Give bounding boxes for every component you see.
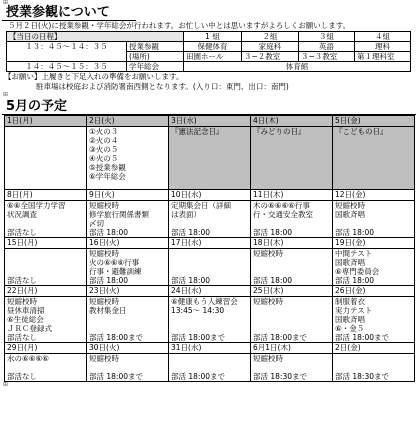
month-title: 5月の予定 [2, 100, 416, 115]
schedule-cell: 理科 [355, 42, 411, 52]
calendar-cell [169, 354, 251, 382]
calendar-line: 部活 18:00 [335, 276, 374, 285]
calendar-week4-cells [5, 297, 415, 343]
schedule-cell: ３−２教室 [242, 52, 299, 62]
calendar-date: 15日(月) [5, 238, 87, 249]
calendar-line: 部活 18:00まで [89, 333, 143, 342]
calendar-line: 『憲法記念日』 [171, 127, 224, 136]
calendar-line: ⑥⑥全国学力学習 [7, 201, 66, 210]
schedule-event: 学年総会 [127, 62, 184, 72]
calendar-line: ②火の４ [89, 136, 119, 145]
calendar-line: 部活 18:30まで [253, 372, 307, 381]
calendar-line [335, 354, 412, 363]
calendar-line [253, 306, 330, 315]
calendar-line: ⑤授業参観 [89, 163, 126, 172]
calendar-line: 短縮校時 [253, 297, 283, 306]
calendar-date: 30日(火) [87, 343, 169, 354]
calendar-line: 短縮校時 [89, 249, 119, 258]
calendar-cell [87, 297, 169, 343]
calendar-date: 22日(月) [5, 286, 87, 297]
calendar-date: 29日(月) [5, 343, 87, 354]
note-2: 駐車場は校庭および消防署南西側となります。(入り口：東門、出口：南門) [36, 82, 289, 91]
calendar-line: 国歌斉唱 [335, 258, 365, 267]
calendar-line: 部活 18:30まで [335, 372, 389, 381]
calendar-line [7, 258, 84, 267]
calendar-line: 部活 18:00 [89, 276, 128, 285]
schedule-cell: 保健体育 [184, 42, 242, 52]
calendar-cell [87, 201, 169, 238]
calendar-header-row [5, 116, 415, 127]
calendar-line [7, 363, 84, 372]
calendar-line: 昼休車清掃 [7, 306, 45, 315]
schedule-time: １３：４５〜１４：３５ [7, 42, 127, 62]
calendar-line: ①火の３ [89, 127, 119, 136]
calendar-line: 部活 18:00 [171, 228, 210, 237]
calendar-date: 17日(水) [169, 238, 251, 249]
calendar-line: 短縮校時 [253, 354, 283, 363]
paragraph-mark-bottom: ⊞ [3, 381, 9, 388]
calendar-line: 短縮校時 [253, 249, 283, 258]
calendar-line: 部活なし [7, 276, 37, 285]
calendar-line: ⑥健康もう人練習会 [171, 297, 238, 306]
calendar-cell [87, 127, 169, 190]
calendar-line [171, 363, 248, 372]
calendar-week1-cells [5, 127, 415, 190]
calendar-day-header: 1日(月) [5, 116, 87, 127]
calendar-date: 24日(水) [169, 286, 251, 297]
calendar-line [253, 258, 330, 267]
schedule-table [6, 31, 411, 72]
schedule-place: 体育館 [184, 62, 411, 72]
schedule-header-day: 【当日の日程】 [7, 32, 184, 42]
calendar-cell [87, 354, 169, 382]
calendar-line: 〆切 [89, 219, 104, 228]
calendar-line: 部活 18:00まで [335, 333, 389, 342]
section-title: 授業参観について [2, 6, 136, 21]
calendar-line [171, 219, 248, 228]
calendar-cell [5, 354, 87, 382]
calendar-line: 制服着衣 [335, 297, 365, 306]
calendar-day-header: 4日(木) [251, 116, 333, 127]
calendar-line [253, 315, 330, 324]
calendar-line [7, 267, 84, 276]
calendar-line: 部活 18:00まで [171, 372, 225, 381]
calendar-line: 短縮校時 [89, 354, 119, 363]
paragraph-mark: ⊞ [3, 91, 9, 98]
calendar-line: 短縮校時 [89, 297, 119, 306]
schedule-row [7, 62, 411, 72]
calendar-day-header: 3日(水) [169, 116, 251, 127]
calendar-cell [5, 201, 87, 238]
calendar-line [171, 315, 248, 324]
calendar-line: 行事・避難訓練 [89, 267, 142, 276]
calendar-date: 23日(火) [87, 286, 169, 297]
calendar-line: 中間テスト [335, 249, 373, 258]
calendar-cell [333, 201, 415, 238]
calendar-line: 水の⑥⑥⑥⑥ [7, 354, 49, 363]
calendar-date: 12日(金) [333, 190, 415, 201]
calendar-line: 教材集金日 [89, 306, 127, 315]
calendar-cell [169, 297, 251, 343]
calendar-line: 修学旅行関係書類 [89, 210, 149, 219]
calendar-line: 部活 18:00 [89, 228, 128, 237]
calendar-line: ④火の５ [89, 154, 119, 163]
calendar-week5-cells [5, 354, 415, 382]
calendar-table [4, 115, 415, 382]
calendar-date: 16日(火) [87, 238, 169, 249]
calendar-date: 31日(水) [169, 343, 251, 354]
calendar-line [253, 267, 330, 276]
paragraph-mark-top: ⊞ [3, 0, 9, 6]
calendar-line: 状況調査 [7, 210, 37, 219]
calendar-week3-cells [5, 249, 415, 286]
calendar-line: 『こどもの日』 [335, 127, 388, 136]
calendar-cell [251, 249, 333, 286]
calendar-cell [87, 249, 169, 286]
calendar-line [335, 219, 412, 228]
schedule-cell: 第１理科室 [355, 52, 411, 62]
calendar-line: 実力テスト [335, 306, 373, 315]
calendar-cell [5, 127, 87, 190]
calendar-week2-header [5, 190, 415, 201]
calendar-day-header: 5日(金) [333, 116, 415, 127]
calendar-cell [5, 297, 87, 343]
schedule-time: １４：４５〜１５：３５ [7, 62, 127, 72]
calendar-line [171, 324, 248, 333]
calendar-line [89, 315, 166, 324]
schedule-cell: ３−３教室 [299, 52, 355, 62]
calendar-line [253, 324, 330, 333]
calendar-line: は表面） [171, 210, 201, 219]
calendar-line [89, 324, 166, 333]
calendar-line: ⑥専門委員会 [335, 267, 380, 276]
calendar-cell [251, 354, 333, 382]
calendar-line: ⑥生徒総会 [7, 315, 44, 324]
calendar-line: 木の⑥⑥⑥⑥行事 [253, 201, 310, 210]
calendar-line: 部活なし [7, 372, 37, 381]
calendar-cell [333, 297, 415, 343]
calendar-holiday-cell [333, 127, 415, 190]
calendar-line: 火の⑥⑥⑥行事 [89, 258, 140, 267]
calendar-date: 6月1日(木) [251, 343, 333, 354]
calendar-line: 国歌斉唱 [335, 210, 365, 219]
calendar-line [89, 363, 166, 372]
calendar-line: 部活 18:00 [335, 228, 374, 237]
schedule-event: 授業参観 [127, 42, 184, 52]
schedule-cell: 家庭科 [242, 42, 299, 52]
calendar-date: 8日(月) [5, 190, 87, 201]
calendar-day-header: 2日(火) [87, 116, 169, 127]
calendar-line: 定期集会日（詳細 [171, 201, 231, 210]
schedule-header-class4: ４組 [355, 32, 411, 42]
calendar-holiday-cell [251, 127, 333, 190]
calendar-line [7, 249, 84, 258]
calendar-date: 11日(木) [251, 190, 333, 201]
calendar-line: 部活 18:00 [171, 276, 210, 285]
schedule-header-class1: 1 組 [184, 32, 242, 42]
calendar-week4-header [5, 286, 415, 297]
calendar-line [171, 258, 248, 267]
calendar-line: 短縮校時 [335, 201, 365, 210]
calendar-line: ③火の５ [89, 145, 119, 154]
calendar-cell [169, 249, 251, 286]
calendar-week3-header [5, 238, 415, 249]
calendar-line: 部活 18:00まで [89, 372, 143, 381]
calendar-date: 26日(金) [333, 286, 415, 297]
calendar-line: 『みどりの日』 [253, 127, 306, 136]
calendar-line [253, 363, 330, 372]
schedule-header-row [7, 32, 411, 42]
schedule-cell: 英語 [299, 42, 355, 52]
calendar-holiday-cell [169, 127, 251, 190]
calendar-cell [169, 201, 251, 238]
calendar-line: 国歌斉唱 [335, 315, 365, 324]
calendar-line: ⑥・金５ [335, 324, 365, 333]
calendar-date: 18日(木) [251, 238, 333, 249]
calendar-date: 9日(火) [87, 190, 169, 201]
calendar-line: 部活 18:00まで [253, 333, 307, 342]
calendar-line: 短縮校時 [7, 297, 37, 306]
calendar-line [335, 363, 412, 372]
calendar-line: 部活なし [7, 333, 37, 342]
calendar-line: 部活なし [7, 228, 37, 237]
calendar-cell [333, 354, 415, 382]
schedule-header-class2: ２組 [242, 32, 299, 42]
calendar-line: ⑥学年総会 [89, 172, 126, 181]
intro-text: ５月２日(火)に授業参観・学年総会が行われます。お忙しい中とは思いますがよろしくお願いします。 [8, 21, 351, 30]
schedule-header-class3: ３組 [299, 32, 355, 42]
schedule-event: (場所) [127, 52, 184, 62]
calendar-cell [5, 249, 87, 286]
calendar-line: 行・交通安全教室 [253, 210, 313, 219]
calendar-date: 25日(木) [251, 286, 333, 297]
calendar-line [253, 219, 330, 228]
calendar-date: 10日(水) [169, 190, 251, 201]
calendar-line [171, 354, 248, 363]
calendar-line [7, 219, 84, 228]
calendar-line: 短縮校時 [89, 201, 119, 210]
calendar-date: 2日(金) [333, 343, 415, 354]
schedule-row [7, 42, 411, 52]
calendar-line: 部活 18:00 [253, 276, 292, 285]
calendar-cell [333, 249, 415, 286]
calendar-week2-cells [5, 201, 415, 238]
calendar-line: 部活 18:00 [253, 228, 292, 237]
calendar-line: ＪＲＣ登録式 [7, 324, 52, 333]
note-1: 【お願い】上履きと下足入れの準備をお願いします。 [4, 72, 184, 81]
calendar-line [171, 249, 248, 258]
calendar-cell [251, 201, 333, 238]
calendar-line: 部活 18:00まで [171, 333, 225, 342]
calendar-cell [251, 297, 333, 343]
schedule-cell: 田園ホール [184, 52, 242, 62]
calendar-line [171, 267, 248, 276]
calendar-date: 19日(金) [333, 238, 415, 249]
calendar-week5-header [5, 343, 415, 354]
calendar-line: 13:45〜 14:30 [171, 306, 225, 315]
